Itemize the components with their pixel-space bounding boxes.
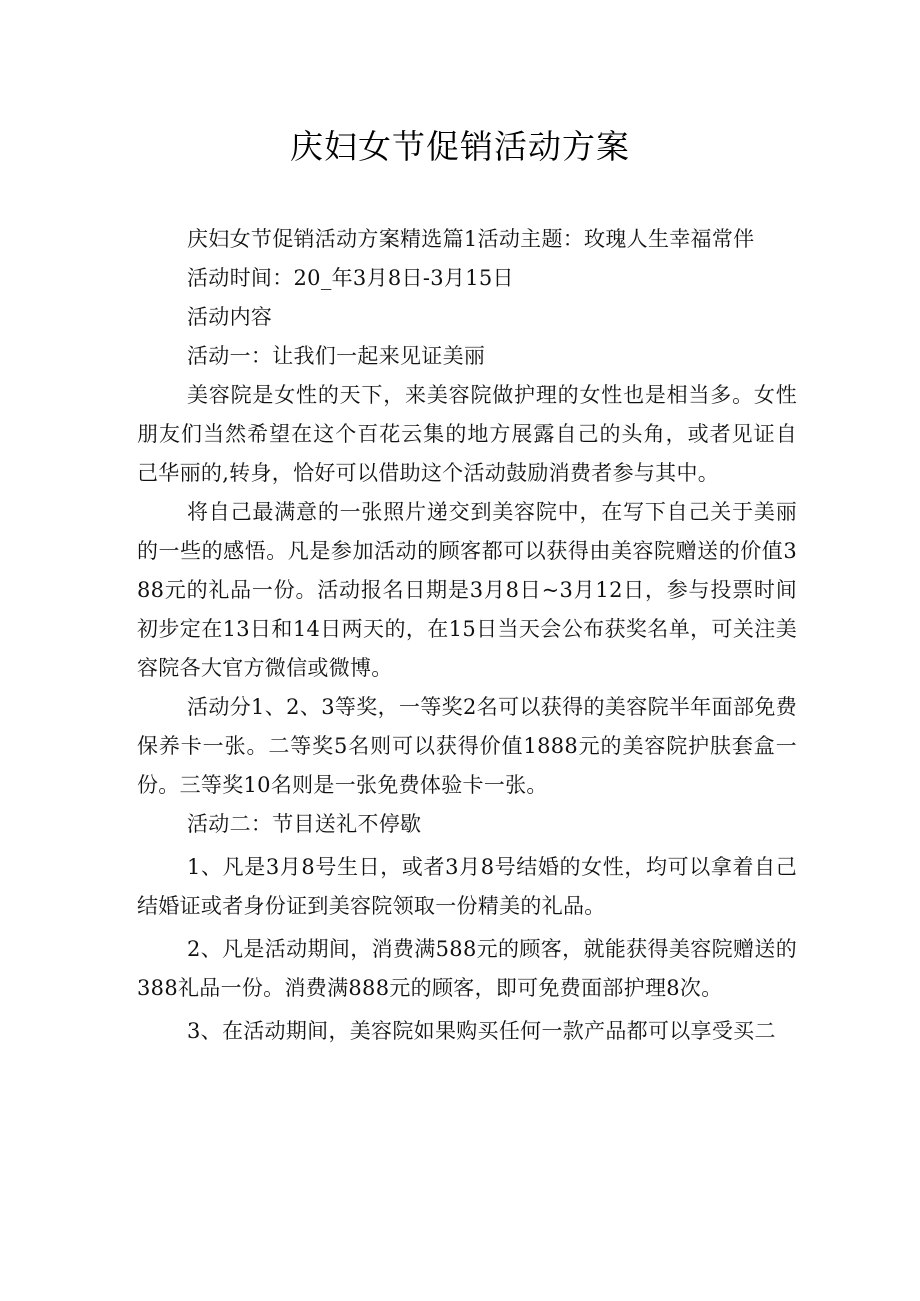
paragraph-activity-two-heading: 活动二：节目送礼不停歇 — [187, 812, 422, 836]
document-title: 庆妇女节促销活动方案 — [290, 127, 630, 166]
paragraph-activity-content-heading: 活动内容 — [187, 305, 273, 329]
document-body — [137, 220, 797, 1051]
paragraph-activity-one-prizes: 活动分1、2、3等奖，一等奖2名可以获得的美容院半年面部免费保养卡一张。二等奖5名则可以获得价值1888元的美容院护肤套盒一份。三等奖10名则是一张免费体验卡一张。 — [137, 695, 797, 797]
paragraph-activity-one-details: 将自己最满意的一张照片递交到美容院中，在写下自己关于美丽的一些的感悟。凡是参加活动的顾客都可以获得由美容院赠送的价值388元的礼品一份。活动报名日期是3月8日~3月12日，参与投票时间初步定在13日和14日两天的，在15日当天会公布获奖名单，可关注美容院各大官方微信或微博。 — [137, 500, 797, 680]
paragraph-activity-two-item-3: 3、在活动期间，美容院如果购买任何一款产品都可以享受买二 — [187, 1019, 776, 1043]
paragraph-activity-time: 活动时间：20_年3月8日-3月15日 — [187, 266, 514, 290]
paragraph-intro-theme: 庆妇女节促销活动方案精选篇1活动主题：玫瑰人生幸福常伴 — [187, 227, 755, 251]
paragraph-activity-two-item-1: 1、凡是3月8号生日，或者3月8号结婚的女性，均可以拿着自己结婚证或者身份证到美容院领取一份精美的礼品。 — [137, 855, 797, 918]
paragraph-activity-one-heading: 活动一：让我们一起来见证美丽 — [187, 344, 486, 368]
paragraph-activity-one-intro: 美容院是女性的天下，来美容院做护理的女性也是相当多。女性朋友们当然希望在这个百花云集的地方展露自己的头角，或者见证自己华丽的,转身，恰好可以借助这个活动鼓励消费者参与其中。 — [137, 383, 797, 485]
paragraph-activity-two-item-2: 2、凡是活动期间，消费满588元的顾客，就能获得美容院赠送的388礼品一份。消费满888元的顾客，即可免费面部护理8次。 — [137, 937, 797, 1000]
